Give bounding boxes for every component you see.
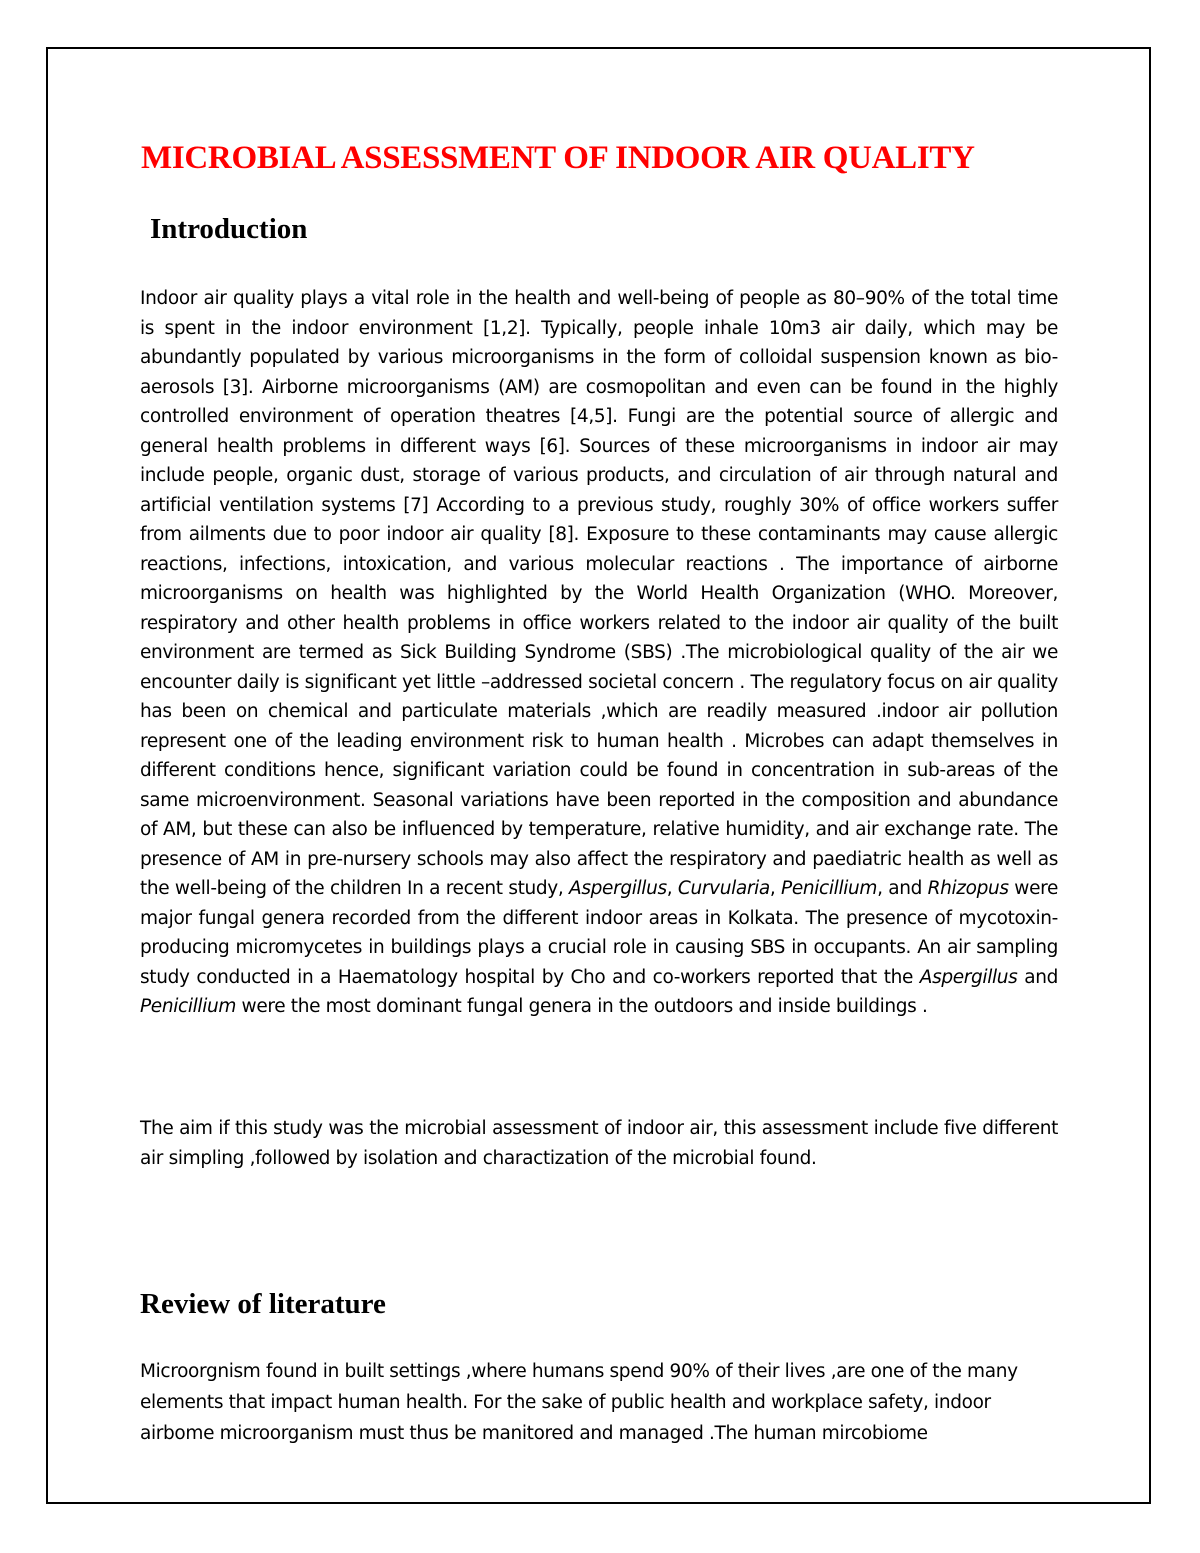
paragraph-text: , <box>769 878 782 899</box>
introduction-paragraph <box>140 284 1058 1022</box>
paragraph-text: , <box>666 878 678 899</box>
genus-name: Rhizopus <box>927 878 1009 899</box>
aim-paragraph: The aim if this study was the microbial assessment of indoor air, this assessment include five different air simpling ,followed by isolation and charactization of the microbial found. <box>140 1118 1058 1169</box>
genus-name: Penicillium <box>140 996 237 1017</box>
genus-name: Curvularia <box>677 878 770 899</box>
paragraph-text: Indoor air quality plays a vital role in the health and well-being of people as 80–90% of the total time is spent in the indoor environment [1,2]. Typically, people inhale 10m3 air daily, which may be abundantly populated by various microorganisms in the form of colloidal suspension known as bio-aerosols [3]. Airborne microorganisms (AM) are cosmopolitan and even can be found in the highly controlled environment of operation theatres [4,5]. Fungi are the potential source of allergic and general health problems in different ways [6]. Sources of these microorganisms in indoor air may include people, organic dust, storage of various products, and circulation of air through natural and artificial ventilation systems [7] According to a previous study, roughly 30% of office workers suffer from ailments due to poor indoor air quality [8]. Exposure to these contaminants may cause allergic reactions, infections, intoxication, and various molecular reactions . The importance of airborne microorganisms on health was highlighted by the World Health Organization (WHO. Moreover, respiratory and other health problems in office workers related to the indoor air quality of the built environment are termed as Sick Building Syndrome (SBS) .The microbiological quality of the air we encounter daily is significant yet little –addressed societal concern . The regulatory focus on air quality has been on chemical and particulate materials ,which are readily measured .indoor air pollution represent one of the leading environment risk to human health . Microbes can adapt themselves in different conditions hence, significant variation could be found in concentration in sub-areas of the same microenvironment. Seasonal variations have been reported in the composition and abundance of AM, but these can also be influenced by temperature, relative humidity, and air exchange rate. The presence of AM in pre-nursery schools may also affect the respiratory and paediatric health as well as the well-being of the children In a recent study, <box>140 288 1058 899</box>
paragraph-text: were major fungal genera recorded from the different indoor areas in Kolkata. The presence of mycotoxin-producing micromycetes in buildings plays a crucial role in causing SBS in occupants. An air sampling study conducted in a Haematology hospital by Cho and co-workers reported that the <box>140 878 1058 988</box>
genus-name: Penicillium <box>781 878 878 899</box>
paragraph-text: and <box>1017 966 1058 988</box>
genus-name: Aspergillus <box>569 878 667 899</box>
paragraph-text: were the most dominant fungal genera in the outdoors and inside buildings . <box>236 996 928 1017</box>
document-title: MICROBIAL ASSESSMENT OF INDOOR AIR QUALITY <box>141 140 975 176</box>
paragraph-text: , and <box>877 878 928 899</box>
introduction-heading: Introduction <box>150 213 308 245</box>
review-heading: Review of literature <box>140 1288 386 1320</box>
review-paragraph: Microorgnism found in built settings ,where humans spend 90% of their lives ,are one of the many elements that impact human health. For the sake of public health and workplace safety, indoor airbome microorganism must thus be manitored and managed .The human mircobiome <box>140 1361 1018 1444</box>
genus-name: Aspergillus <box>919 966 1018 988</box>
